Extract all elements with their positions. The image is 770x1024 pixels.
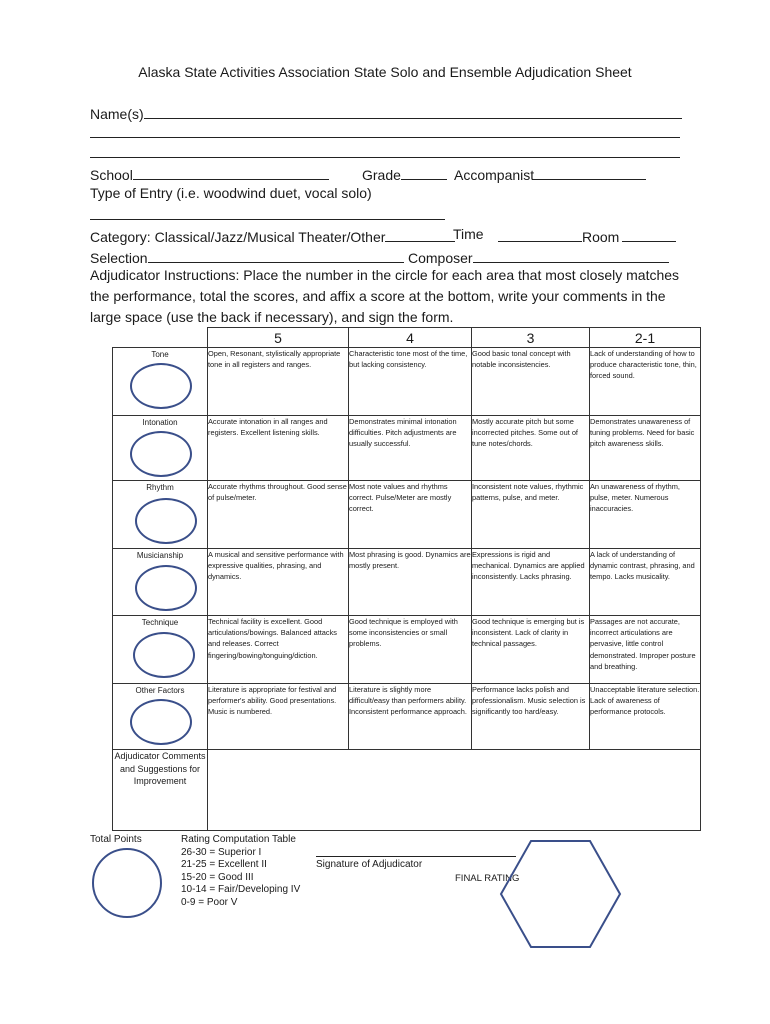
rubric-cell: A musical and sensitive performance with expressive qualities, phrasing, and dynamics.: [208, 549, 349, 616]
comments-area[interactable]: [208, 750, 701, 831]
rating-row: 26-30 = Superior I: [181, 846, 262, 858]
rating-computation-table: [181, 834, 300, 910]
rubric-cell: Expressions is rigid and mechanical. Dynamics are applied inconsistently. Lacks phrasing.: [472, 549, 590, 616]
score-header-4: 4: [349, 328, 472, 348]
rubric-cell: Most phrasing is good. Dynamics are mostly present.: [349, 549, 472, 616]
rubric-cell: Demonstrates unawareness of tuning problems. Need for basic pitch awareness skills.: [590, 416, 701, 481]
rubric-table: [112, 327, 701, 831]
category-row: [90, 226, 455, 245]
score-header-3: 3: [472, 328, 590, 348]
category-label-tone: Tone: [151, 350, 169, 359]
category-cell-musicianship: [113, 549, 208, 616]
type-of-entry-label: Type of Entry (i.e. woodwind duet, vocal solo): [90, 185, 372, 201]
score-circle-tone[interactable]: [130, 363, 192, 409]
category-label-other-factors: Other Factors: [135, 686, 185, 695]
final-rating-label: FINAL RATING: [455, 873, 520, 884]
rubric-cell: Literature is appropriate for festival and performer's ability. Good presentations. Music is numbered.: [208, 684, 349, 750]
rubric-cell: Literature is slightly more difficult/easy than performers ability. Inconsistent performance approach.: [349, 684, 472, 750]
comments-label: Adjudicator Comments and Suggestions for Improvement: [113, 750, 208, 831]
rubric-header-row: [113, 328, 701, 348]
rubric-cell: Characteristic tone most of the time, but lacking consistency.: [349, 348, 472, 416]
score-circle-rhythm[interactable]: [135, 498, 197, 544]
score-header-5: 5: [208, 328, 349, 348]
rubric-cell: Open, Resonant, stylistically appropriate tone in all registers and ranges.: [208, 348, 349, 416]
total-points-circle[interactable]: [92, 848, 162, 918]
rubric-cell: Good basic tonal concept with notable inconsistencies.: [472, 348, 590, 416]
hexagon-shape: [501, 841, 620, 947]
school-field[interactable]: [133, 164, 329, 180]
rubric-cell: Good technique is employed with some inconsistencies or small problems.: [349, 616, 472, 684]
room-row: [498, 226, 619, 245]
type-of-entry-field[interactable]: [90, 219, 445, 220]
names-field[interactable]: [144, 103, 682, 119]
rating-row: 21-25 = Excellent II: [181, 859, 267, 871]
grade-row: [362, 164, 447, 183]
composer-row: [408, 247, 669, 266]
room-field[interactable]: [622, 241, 676, 242]
rubric-cell: A lack of understanding of dynamic contrast, phrasing, and tempo. Lacks musicality.: [590, 549, 701, 616]
rubric-row-technique: [113, 616, 701, 684]
rubric-cell: Accurate intonation in all ranges and registers. Excellent listening skills.: [208, 416, 349, 481]
signature-label: Signature of Adjudicator: [316, 859, 423, 870]
rubric-row-comments: [113, 750, 701, 831]
names-label: Name(s): [90, 106, 144, 122]
category-label-rhythm: Rhythm: [146, 483, 174, 492]
composer-field[interactable]: [473, 247, 669, 263]
accompanist-label: Accompanist: [454, 167, 535, 183]
accompanist-field[interactable]: [534, 164, 646, 180]
adjudicator-instructions: Adjudicator Instructions: Place the number in the circle for each area that most closely matches the performance, total the scores, and affix a score at the bottom, write your comments in the large space (use the back if necessary), and sign the form.: [90, 267, 680, 325]
category-cell-tone: [113, 348, 208, 416]
rubric-cell: Passages are not accurate, incorrect articulations are pervasive, little control demonstrated. Improper posture and breathing.: [590, 616, 701, 684]
rating-row: 0-9 = Poor V: [181, 896, 238, 908]
time-field[interactable]: [498, 226, 582, 242]
rubric-cell: Demonstrates minimal intonation difficulties. Pitch adjustments are usually successful.: [349, 416, 472, 481]
accompanist-row: [454, 164, 646, 183]
school-row: [90, 164, 329, 183]
category-label-technique: Technique: [141, 618, 179, 627]
final-rating-hexagon[interactable]: [498, 839, 623, 949]
score-circle-other-factors[interactable]: [130, 699, 192, 745]
names-field-line-2[interactable]: [90, 137, 680, 138]
rubric-cell: Mostly accurate pitch but some incorrected pitches. Some out of tune notes/chords.: [472, 416, 590, 481]
rubric-corner: [113, 328, 208, 348]
rubric-cell: Unacceptable literature selection. Lack of awareness of performance protocols.: [590, 684, 701, 750]
score-circle-musicianship[interactable]: [135, 565, 197, 611]
rubric-cell: Inconsistent note values, rhythmic patterns, pulse, and meter.: [472, 481, 590, 549]
score-header-2-1: 2-1: [590, 328, 701, 348]
time-label: Time: [453, 226, 484, 242]
selection-label: Selection: [90, 250, 148, 266]
category-label: Category: Classical/Jazz/Musical Theater/Other: [90, 229, 386, 245]
category-label-musicianship: Musicianship: [136, 551, 184, 560]
names-field-line-3[interactable]: [90, 157, 680, 158]
signature-field[interactable]: [316, 856, 516, 857]
rubric-row-intonation: [113, 416, 701, 481]
rubric-row-tone: [113, 348, 701, 416]
category-cell-other-factors: [113, 684, 208, 750]
time-row: [453, 226, 484, 242]
rubric-row-musicianship: [113, 549, 701, 616]
category-field[interactable]: [385, 226, 455, 242]
page-title: Alaska State Activities Association State Solo and Ensemble Adjudication Sheet: [138, 64, 632, 80]
total-points-label: Total Points: [90, 834, 142, 845]
category-cell-rhythm: [113, 481, 208, 549]
rubric-cell: Lack of understanding of how to produce characteristic tone, thin, forced sound.: [590, 348, 701, 416]
rating-table-title: Rating Computation Table: [181, 834, 296, 845]
category-label-intonation: Intonation: [142, 418, 178, 427]
category-cell-technique: [113, 616, 208, 684]
category-cell-intonation: [113, 416, 208, 481]
names-row: [90, 103, 682, 122]
selection-field[interactable]: [148, 247, 404, 263]
composer-label: Composer: [408, 250, 473, 266]
grade-field[interactable]: [401, 164, 447, 180]
score-circle-intonation[interactable]: [130, 431, 192, 477]
rubric-cell: Performance lacks polish and professionalism. Music selection is significantly too hard/easy.: [472, 684, 590, 750]
rubric-cell: Technical facility is excellent. Good articulations/bowings. Balanced attacks and releases. Correct fingering/bowing/tonguing/diction.: [208, 616, 349, 684]
room-label: Room: [582, 229, 620, 245]
rubric-cell: Most note values and rhythms correct. Pulse/Meter are mostly correct.: [349, 481, 472, 549]
rubric-cell: Accurate rhythms throughout. Good sense of pulse/meter.: [208, 481, 349, 549]
rubric-row-other-factors: [113, 684, 701, 750]
rating-row: 15-20 = Good III: [181, 871, 254, 883]
school-label: School: [90, 167, 133, 183]
selection-row: [90, 247, 404, 266]
grade-label: Grade: [362, 167, 401, 183]
rubric-cell: Good technique is emerging but is inconsistent. Lack of clarity in technical passages.: [472, 616, 590, 684]
score-circle-technique[interactable]: [133, 632, 195, 678]
rating-row: 10-14 = Fair/Developing IV: [181, 884, 301, 896]
rubric-row-rhythm: [113, 481, 701, 549]
rubric-cell: An unawareness of rhythm, pulse, meter. Numerous inaccuracies.: [590, 481, 701, 549]
